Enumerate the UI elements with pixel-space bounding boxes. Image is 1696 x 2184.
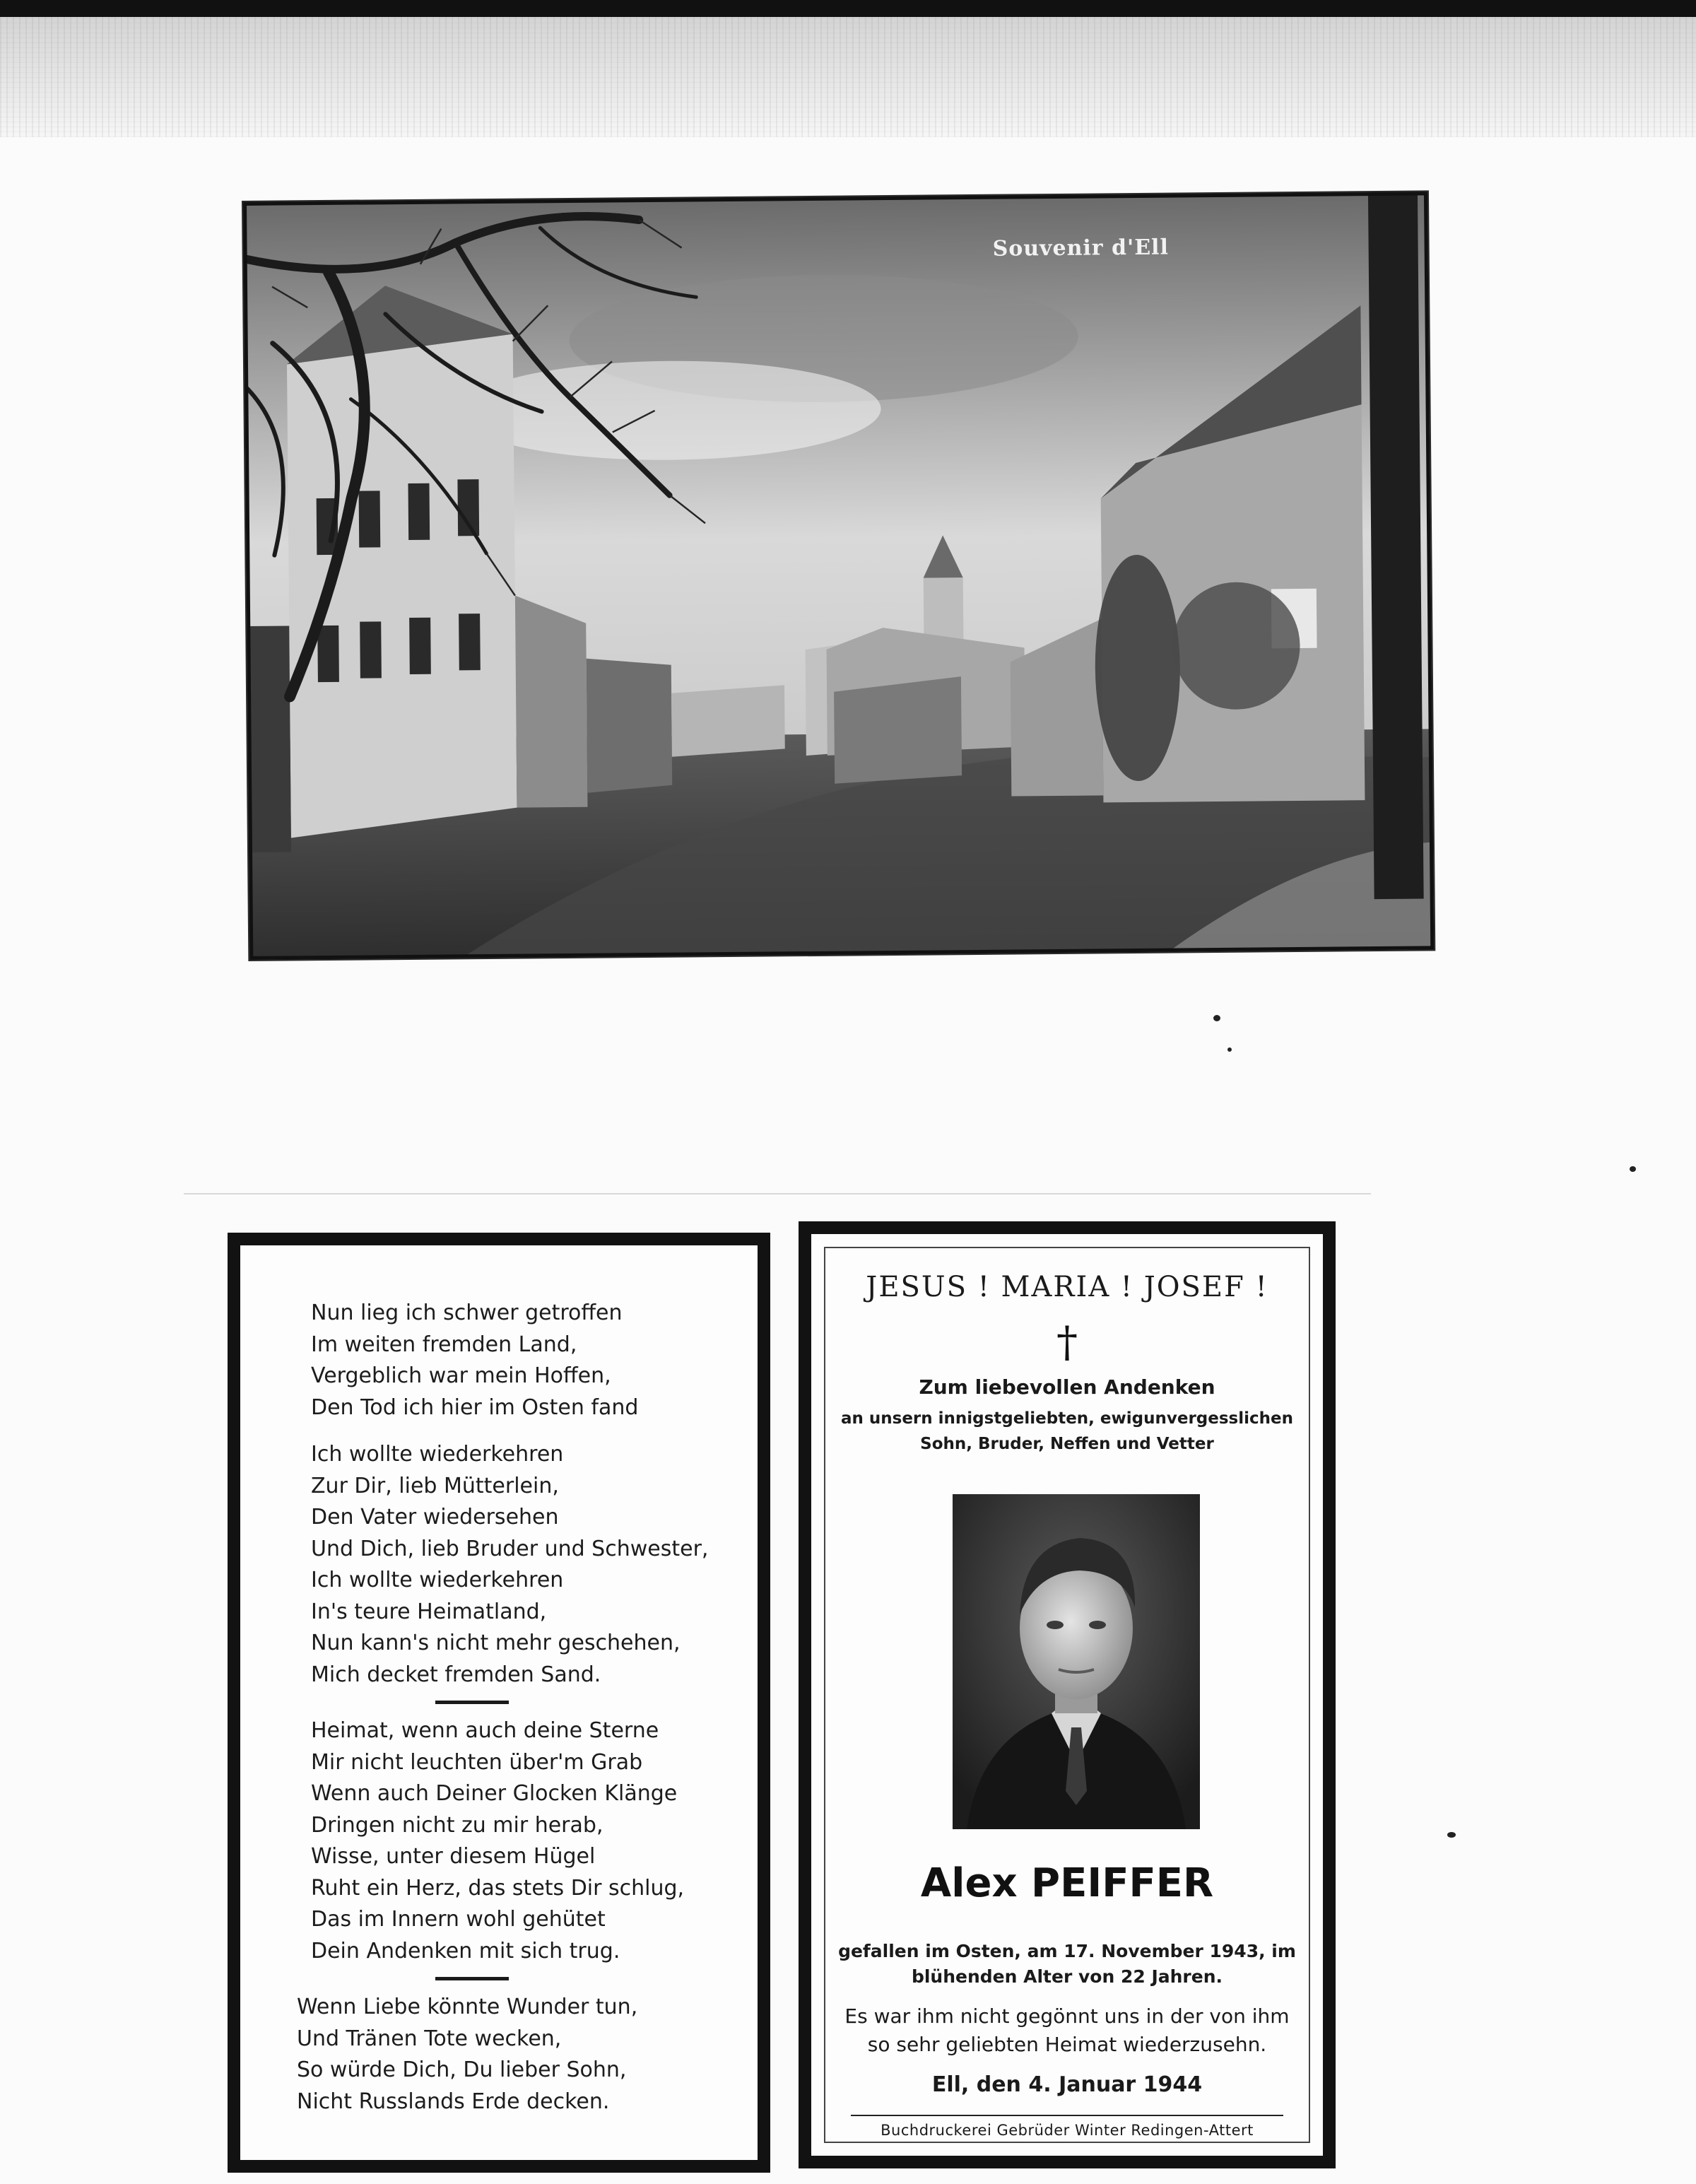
dedication-heading: Zum liebevollen Andenken <box>919 1375 1215 1399</box>
poem-line: Und Tränen Tote wecken, <box>297 2026 562 2051</box>
relation-line: an unsern innigstgeliebten, ewigunvergesslichen <box>840 1409 1293 1428</box>
closing-line: so sehr geliebten Heimat wiederzusehn. <box>867 2033 1267 2056</box>
memorial-card-poem <box>228 1233 770 2173</box>
scanner-edge <box>0 0 1696 17</box>
printer-divider <box>851 2115 1283 2116</box>
poem-line: Mir nicht leuchten über'm Grab <box>311 1749 643 1775</box>
poem-stanza <box>297 1992 749 2118</box>
deceased-name: Alex PEIFFER <box>920 1860 1214 1906</box>
poem-line: Den Vater wiedersehen <box>311 1505 559 1530</box>
poem-line: Und Dich, lieb Bruder und Schwester, <box>311 1536 709 1561</box>
poem-line: Wenn Liebe könnte Wunder tun, <box>297 1995 638 2019</box>
printer-credit: Buchdruckerei Gebrüder Winter Redingen-Attert <box>881 2122 1254 2139</box>
poem-line: In's teure Heimatland, <box>311 1599 547 1624</box>
poem-line: Mich decket fremden Sand. <box>311 1662 601 1687</box>
poem-line: Wenn auch Deiner Glocken Klänge <box>311 1781 678 1806</box>
poem-line: Heimat, wenn auch deine Sterne <box>311 1718 659 1743</box>
postcard-caption: Souvenir d'Ell <box>992 235 1170 262</box>
death-notice-line: gefallen im Osten, am 17. November 1943, im <box>838 1941 1296 1961</box>
poem-line: Nun lieg ich schwer getroffen <box>311 1301 623 1325</box>
poem-divider <box>435 1977 509 1980</box>
poem-line: Ich wollte wiederkehren <box>311 1568 564 1592</box>
village-street-image <box>243 192 1434 960</box>
death-notice-line: blühenden Alter von 22 Jahren. <box>911 1966 1223 1987</box>
portrait-image <box>953 1494 1200 1829</box>
memorial-card-dedication <box>799 1221 1336 2168</box>
scan-speck <box>1227 1047 1232 1052</box>
cross-icon: † <box>1056 1317 1078 1367</box>
scan-noise <box>0 17 1696 137</box>
closing-line: Es war ihm nicht gegönnt uns in der von ihm <box>844 2004 1290 2028</box>
scan-speck <box>1447 1832 1456 1838</box>
scan-speck <box>1213 1015 1220 1021</box>
poem-divider <box>435 1701 509 1704</box>
portrait-photo <box>953 1494 1200 1829</box>
invocation: JESUS ! MARIA ! JOSEF ! <box>866 1271 1268 1303</box>
poem <box>297 1298 749 2118</box>
poem-line: So würde Dich, Du lieber Sohn, <box>297 2057 627 2082</box>
poem-line: Den Tod ich hier im Osten fand <box>311 1395 639 1420</box>
poem-line: Dringen nicht zu mir herab, <box>311 1812 603 1838</box>
poem-line: Zur Dir, lieb Mütterlein, <box>311 1473 559 1498</box>
scan-speck <box>1630 1166 1636 1172</box>
postcard-photo <box>243 192 1434 960</box>
relation-line: Sohn, Bruder, Neffen und Vetter <box>920 1435 1214 1453</box>
scan-divider <box>184 1193 1371 1194</box>
poem-line: Vergeblich war mein Hoffen, <box>311 1363 611 1388</box>
poem-stanza <box>311 1298 749 1423</box>
poem-line: Das im Innern wohl gehütet <box>311 1907 606 1932</box>
poem-line: Ich wollte wiederkehren <box>311 1442 564 1467</box>
poem-line: Nicht Russlands Erde decken. <box>297 2089 610 2114</box>
place-date: Ell, den 4. Januar 1944 <box>931 2072 1203 2097</box>
poem-line: Wisse, unter diesem Hügel <box>311 1844 596 1869</box>
poem-line: Im weiten fremden Land, <box>311 1332 577 1357</box>
poem-line: Nun kann's nicht mehr geschehen, <box>311 1631 681 1655</box>
poem-line: Ruht ein Herz, das stets Dir schlug, <box>311 1875 685 1901</box>
poem-stanza <box>311 1715 749 1967</box>
poem-stanza <box>311 1439 749 1691</box>
poem-line: Dein Andenken mit sich trug. <box>311 1938 620 1963</box>
